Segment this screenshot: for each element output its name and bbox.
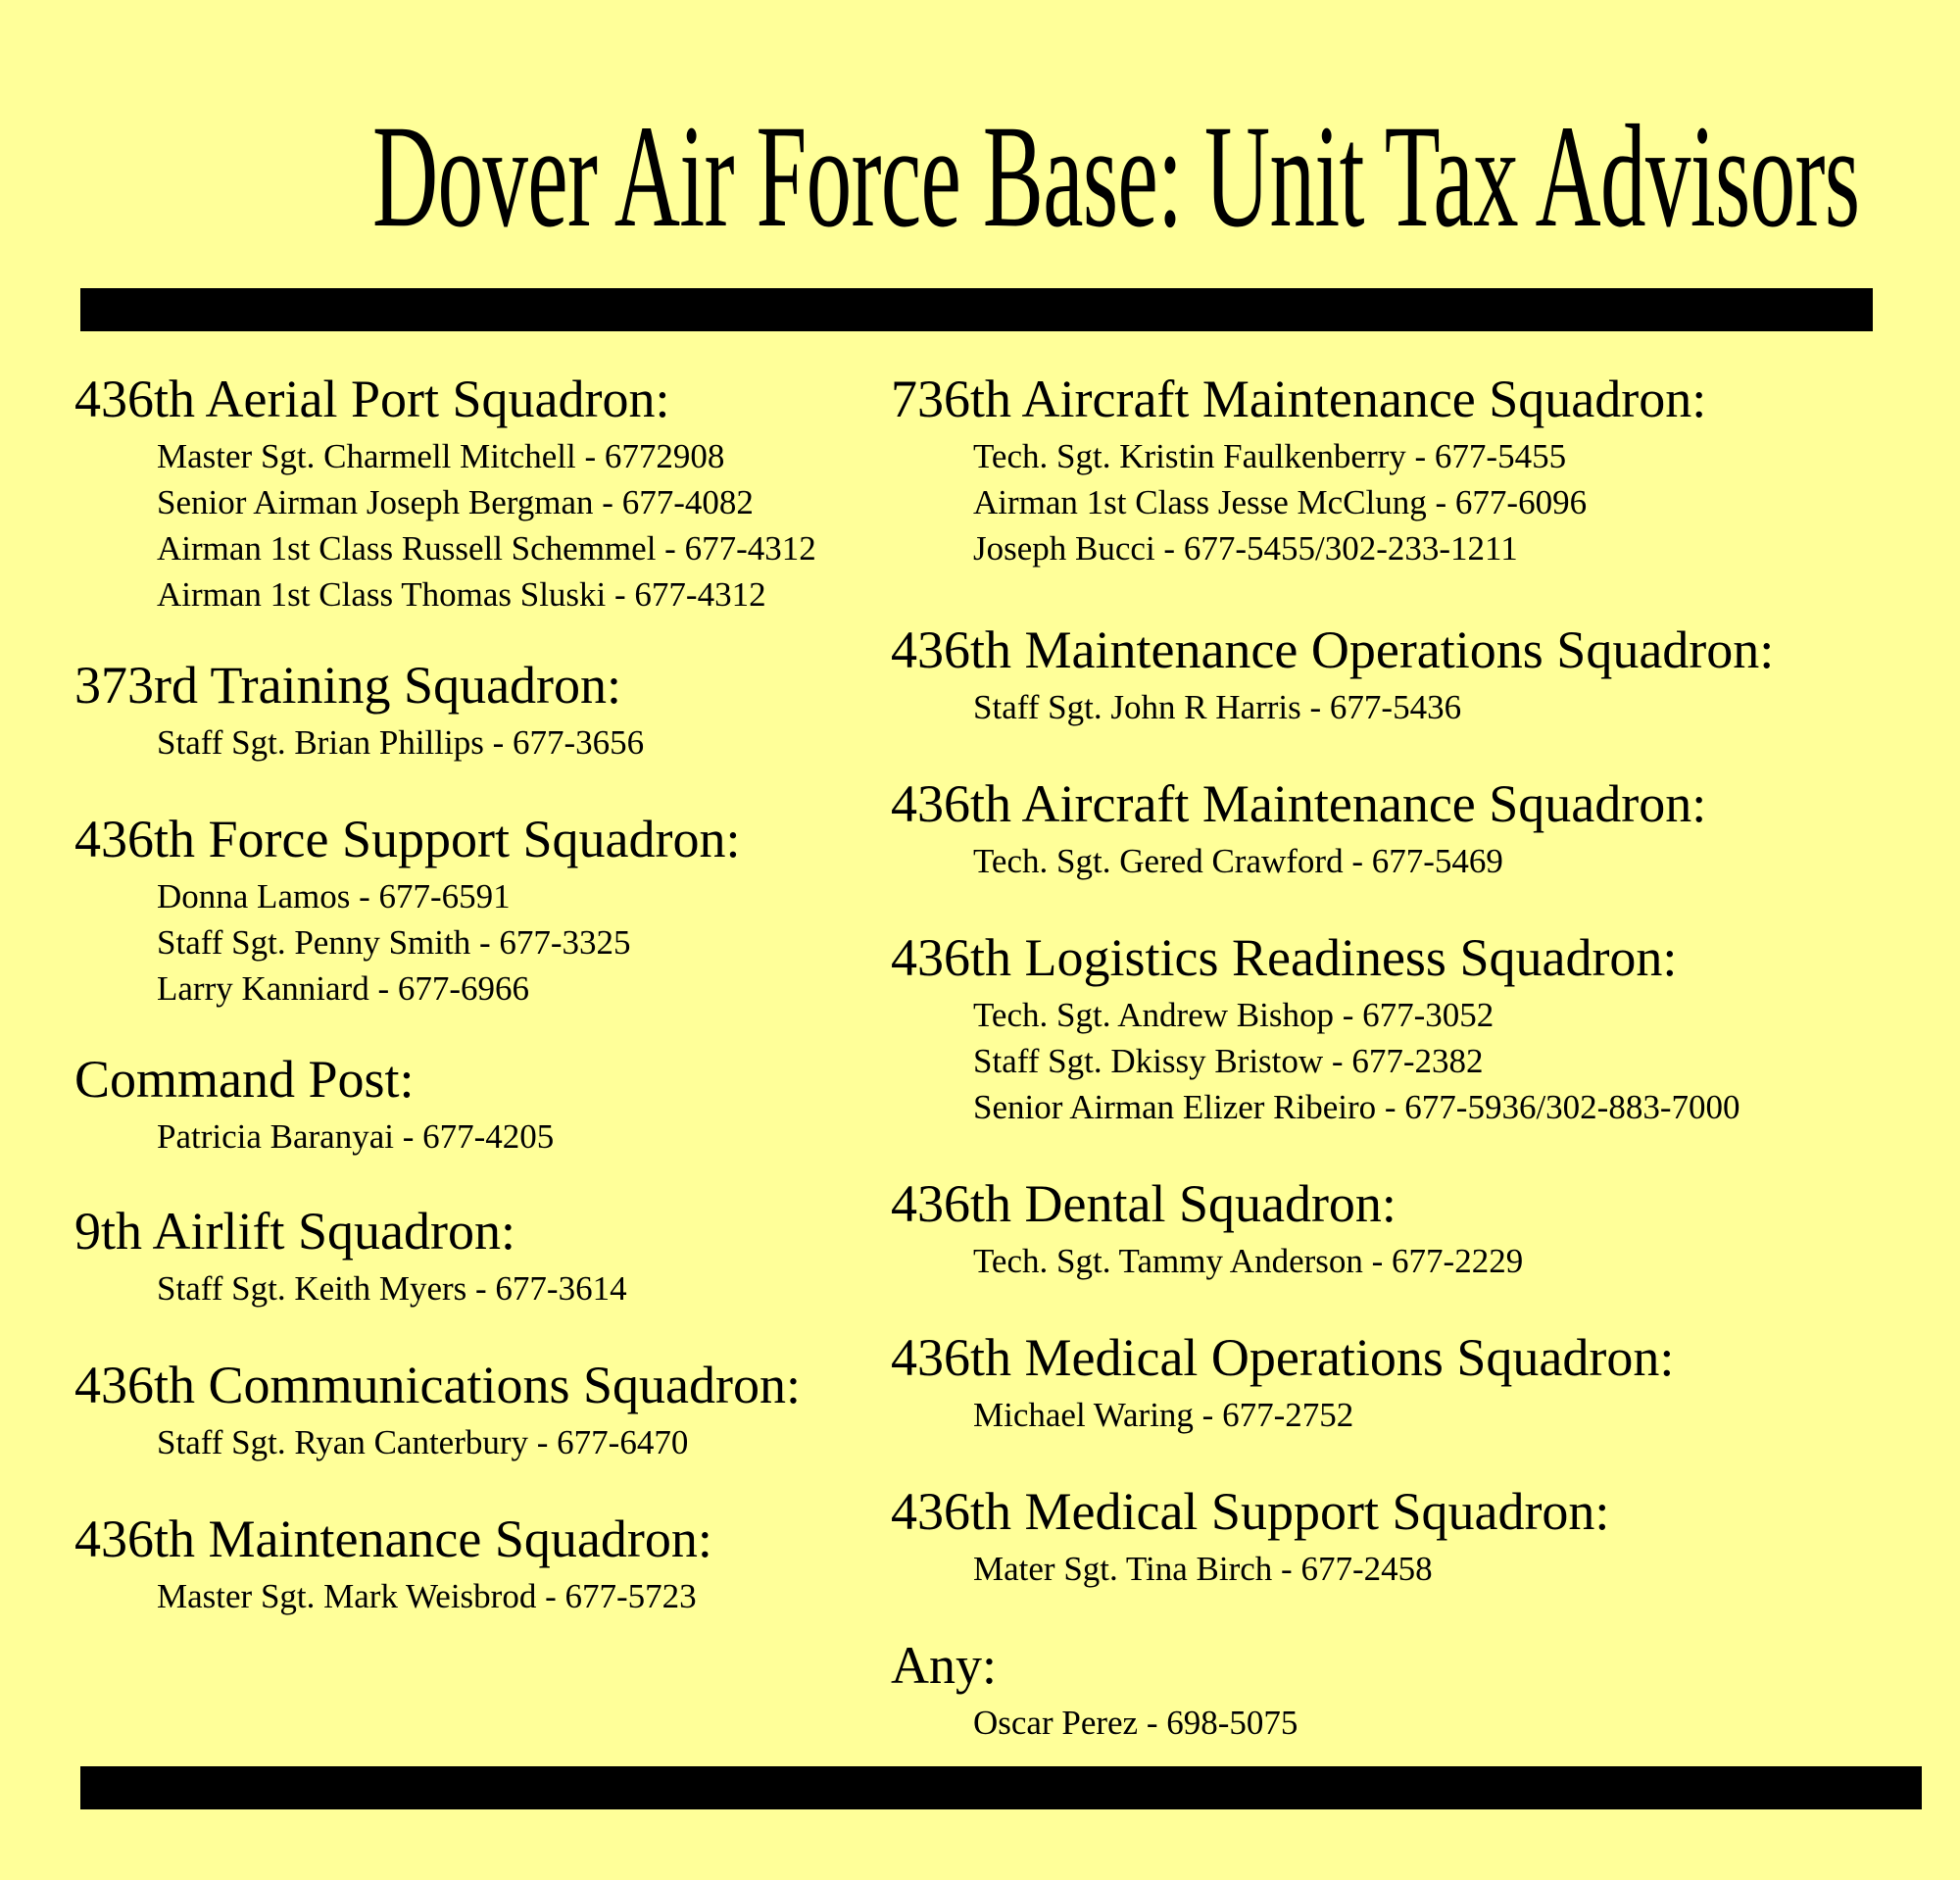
squadron-heading: 736th Aircraft Maintenance Squadron: bbox=[891, 370, 1707, 428]
contact-entry: Staff Sgt. Dkissy Bristow - 677-2382 bbox=[973, 1042, 1484, 1080]
squadron-section bbox=[891, 365, 1930, 571]
squadron-section bbox=[74, 1351, 888, 1465]
squadron-heading: 436th Force Support Squadron: bbox=[74, 810, 741, 868]
top-divider bbox=[80, 288, 1873, 331]
contact-entry: Tech. Sgt. Gered Crawford - 677-5469 bbox=[973, 842, 1503, 880]
squadron-section bbox=[891, 769, 1930, 884]
squadron-heading: 436th Maintenance Operations Squadron: bbox=[891, 620, 1775, 679]
contact-entry: Staff Sgt. Penny Smith - 677-3325 bbox=[157, 923, 631, 962]
contact-entry: Staff Sgt. Brian Phillips - 677-3656 bbox=[157, 723, 645, 762]
contact-entry: Staff Sgt. John R Harris - 677-5436 bbox=[973, 688, 1462, 726]
left-column bbox=[74, 365, 888, 1619]
bottom-divider bbox=[80, 1766, 1922, 1809]
squadron-section bbox=[891, 1477, 1930, 1592]
contact-entry: Master Sgt. Charmell Mitchell - 6772908 bbox=[157, 437, 725, 475]
contact-entry: Airman 1st Class Jesse McClung - 677-6096 bbox=[973, 483, 1588, 521]
squadron-heading: 436th Aerial Port Squadron: bbox=[74, 370, 670, 428]
contact-entry: Michael Waring - 677-2752 bbox=[973, 1396, 1354, 1434]
squadron-heading: 436th Medical Support Squadron: bbox=[891, 1482, 1610, 1541]
squadron-section bbox=[74, 1197, 888, 1311]
contact-entry: Airman 1st Class Russell Schemmel - 677-4312 bbox=[157, 529, 816, 568]
squadron-section bbox=[891, 1631, 1930, 1746]
squadron-section bbox=[74, 1505, 888, 1619]
contact-entry: Patricia Baranyai - 677-4205 bbox=[157, 1117, 555, 1156]
contact-entry: Staff Sgt. Ryan Canterbury - 677-6470 bbox=[157, 1423, 689, 1461]
squadron-section bbox=[891, 616, 1930, 730]
squadron-heading: 436th Maintenance Squadron: bbox=[74, 1509, 712, 1568]
contact-entry: Joseph Bucci - 677-5455/302-233-1211 bbox=[973, 529, 1518, 568]
contact-entry: Larry Kanniard - 677-6966 bbox=[157, 969, 530, 1008]
contact-entry: Tech. Sgt. Tammy Anderson - 677-2229 bbox=[973, 1242, 1524, 1280]
squadron-section bbox=[74, 651, 888, 766]
squadron-heading: 9th Airlift Squadron: bbox=[74, 1202, 515, 1261]
squadron-heading: 436th Aircraft Maintenance Squadron: bbox=[891, 774, 1707, 833]
right-column bbox=[891, 365, 1930, 1746]
contact-entry: Senior Airman Elizer Ribeiro - 677-5936/302-883-7000 bbox=[973, 1088, 1740, 1126]
contact-entry: Staff Sgt. Keith Myers - 677-3614 bbox=[157, 1269, 627, 1308]
squadron-heading: 436th Medical Operations Squadron: bbox=[891, 1328, 1675, 1387]
contact-entry: Tech. Sgt. Kristin Faulkenberry - 677-5455 bbox=[973, 437, 1567, 475]
squadron-heading: Command Post: bbox=[74, 1050, 415, 1109]
contact-entry: Master Sgt. Mark Weisbrod - 677-5723 bbox=[157, 1577, 697, 1615]
squadron-heading: 436th Communications Squadron: bbox=[74, 1356, 801, 1414]
contact-entry: Airman 1st Class Thomas Sluski - 677-4312 bbox=[157, 575, 766, 614]
squadron-heading: 436th Logistics Readiness Squadron: bbox=[891, 928, 1678, 987]
squadron-heading: 373rd Training Squadron: bbox=[74, 656, 622, 715]
squadron-heading: Any: bbox=[891, 1636, 997, 1695]
contact-entry: Tech. Sgt. Andrew Bishop - 677-3052 bbox=[973, 996, 1494, 1034]
squadron-section bbox=[74, 805, 888, 1012]
squadron-section bbox=[891, 1323, 1930, 1438]
page-title: Dover Air Force Base: Unit Tax Advisors bbox=[372, 95, 1860, 258]
squadron-section bbox=[74, 1045, 888, 1160]
contact-entry: Senior Airman Joseph Bergman - 677-4082 bbox=[157, 483, 754, 521]
contact-entry: Mater Sgt. Tina Birch - 677-2458 bbox=[973, 1550, 1433, 1588]
squadron-section bbox=[74, 365, 888, 618]
squadron-heading: 436th Dental Squadron: bbox=[891, 1174, 1396, 1233]
squadron-section bbox=[891, 923, 1930, 1130]
contact-entry: Oscar Perez - 698-5075 bbox=[973, 1704, 1298, 1742]
contact-entry: Donna Lamos - 677-6591 bbox=[157, 877, 511, 915]
squadron-section bbox=[891, 1169, 1930, 1284]
